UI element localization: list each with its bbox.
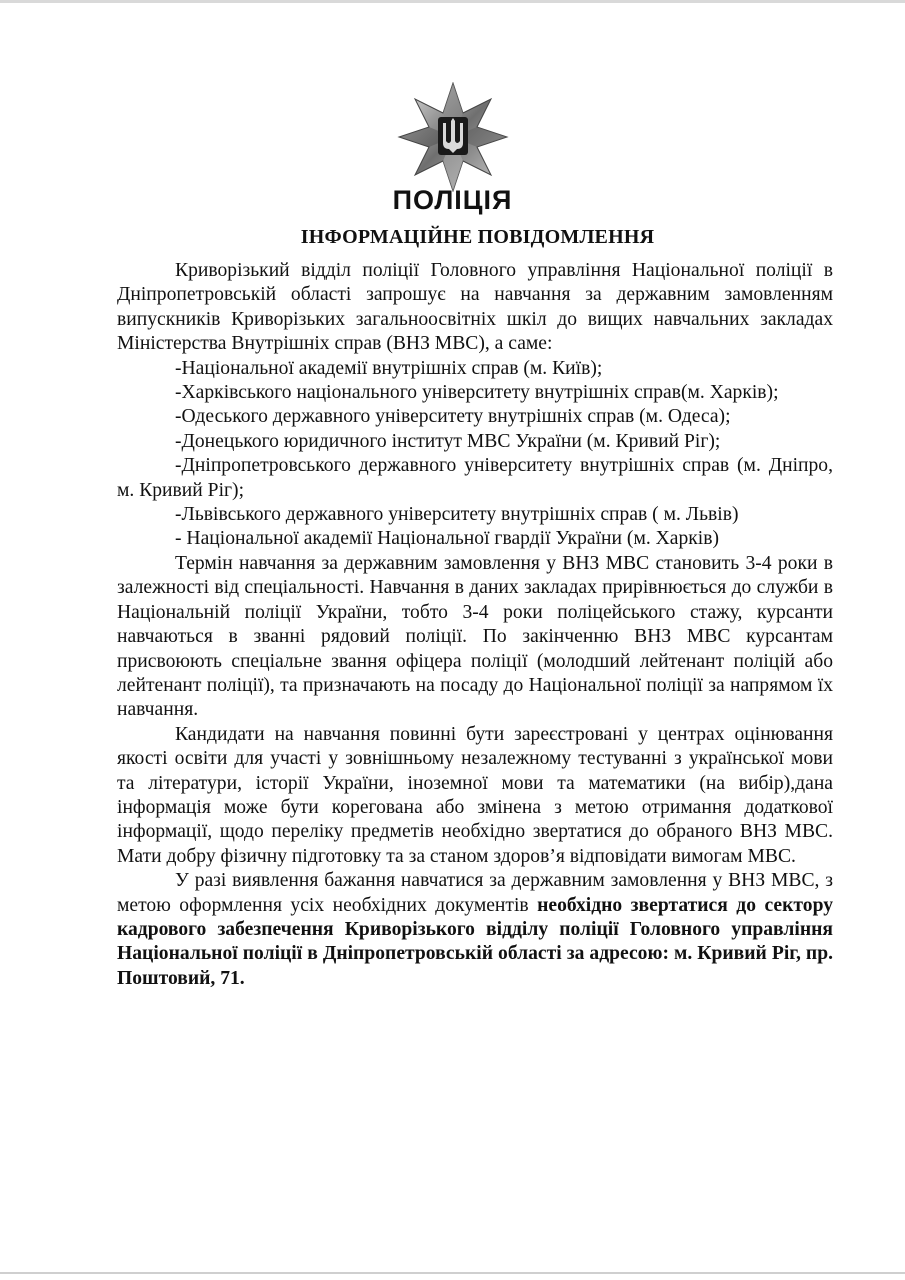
study-term-paragraph: Термін навчання за державним замовлення у ВНЗ МВС становить 3-4 роки в залежності від спеціальності. Навчання в даних закладах прирівнюється до служби в Національній поліції України, тобто 3-4 роки поліцейського стажу, курсанти навчаються в званні рядовий поліції. По закінченню ВНЗ МВС курсантам присвоюють спеціальне звання офіцера поліції (молодший лейтенант поліцій або лейтенант поліції), та призначають на посаду до Національної поліції за напрямом їх навчання. <box>117 552 833 721</box>
institution-item: -Харківського національного університету внутрішніх справ(м. Харків); <box>175 382 779 404</box>
closing-paragraph <box>117 869 833 991</box>
institution-item: -Дніпропетровського державного університету внутрішніх справ (м. Дніпро, м. Кривий Ріг); <box>117 455 833 501</box>
institution-item: -Львівського державного університету внутрішніх справ ( м. Львів) <box>175 504 739 526</box>
institution-item: - Національної академії Національної гвардії України (м. Харків) <box>175 528 720 550</box>
police-star-trident-icon <box>393 82 513 192</box>
closing-text: У разі виявлення бажання навчатися за державним замовлення у ВНЗ МВС, з метою оформлення усіх необхідних документів <box>117 870 833 916</box>
scan-top-edge <box>0 0 905 3</box>
contact-address: необхідно звертатися до сектору кадрового забезпечення Криворізького відділу поліції Головного управління Національної поліції в Дніпропетровській області за адресою: м. Кривий Ріг, пр. Поштовий, 71. <box>117 894 834 989</box>
police-logo <box>0 82 905 215</box>
scan-bottom-edge <box>0 1272 905 1274</box>
institution-item: -Національної академії внутрішніх справ (м. Київ); <box>175 357 603 379</box>
institution-item: -Донецького юридичного інститут МВС України (м. Кривий Ріг); <box>175 430 721 452</box>
institution-item: -Одеського державного університету внутрішніх справ (м. Одеса); <box>175 406 731 428</box>
police-wordmark: ПОЛІЦІЯ <box>392 185 513 215</box>
candidates-paragraph: Кандидати на навчання повинні бути зареєстровані у центрах оцінювання якості освіти для участі у зовнішньому незалежному тестуванні з української мови та літератури, історії України, іноземної мови та математики (на вибір),дана інформація може бути корегована або змінена з метою отримання додаткової інформації, щодо переліку предметів необхідно звертатися до обраного ВНЗ МВС. Мати добру фізичну підготовку та за станом здоров’я відповідати вимогам МВС. <box>117 723 833 867</box>
document-body <box>117 259 833 991</box>
intro-paragraph: Криворізький відділ поліції Головного управління Національної поліції в Дніпропетровській області запрошує на навчання за державним замовленням випускників Криворізьких загальноосвітніх шкіл до вищих навчальних закладах Міністерства Внутрішніх справ (ВНЗ МВС), а саме: <box>117 260 833 355</box>
document-title: ІНФОРМАЦІЙНЕ ПОВІДОМЛЕННЯ <box>300 226 655 248</box>
